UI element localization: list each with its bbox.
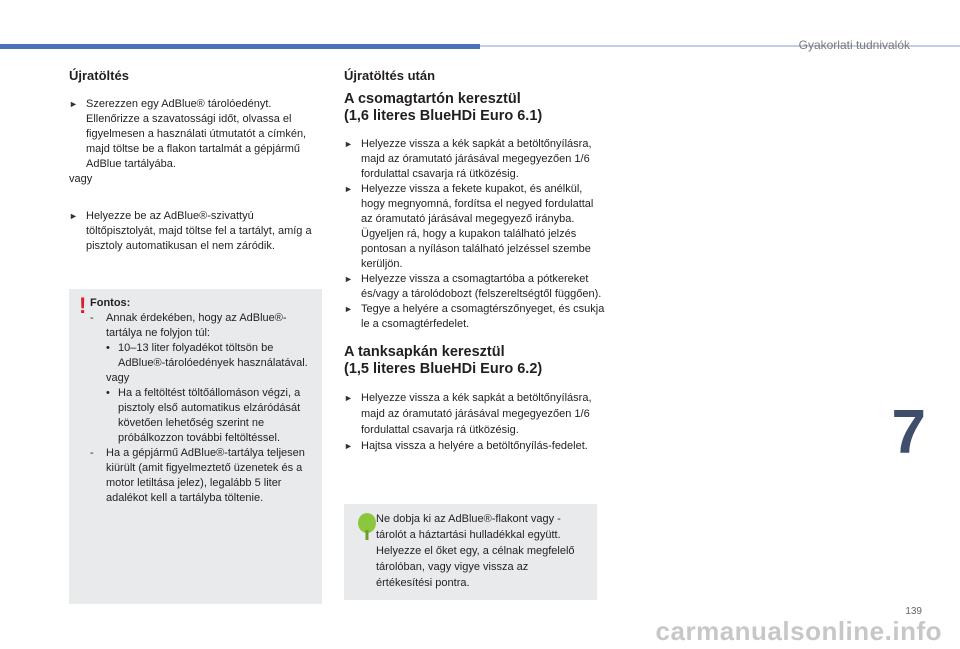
warning-bullet-1-text: 10–13 liter folyadékot töltsön be AdBlue®-tárolóedények használatával.	[118, 342, 308, 369]
section-2-step-text: Helyezze vissza a kék sapkát a betöltőnyílásra, majd az óramutató járásával megegyezően 1/6 fordulattal csavarja rá ütközésig.	[361, 392, 592, 436]
arrow-icon: ►	[344, 274, 353, 284]
warning-bullet-2: • Ha a feltöltést töltőállomáson végzi, a pisztoly első automatikus elzáródását követően lehetőség szerint ne próbálkozzon további feltöltéssel.	[106, 387, 301, 444]
warning-bullet-1: • 10–13 liter folyadékot töltsön be AdBlue®-tárolóedények használatával.	[106, 342, 308, 369]
warning-title: Fontos:	[90, 297, 131, 309]
section-2-title	[344, 344, 606, 378]
chapter-number: 7	[891, 398, 926, 467]
section-1-step-text: Helyezze vissza a fekete kupakot, és anélkül, hogy megnyomná, fordítsa el negyed fordulattal az óramutató járásával megegyező irányba. Ügyeljen rá, hogy a kupakon található jelzés pontosan a nyíláson található jelzéssel szembe kerüljön.	[361, 183, 594, 270]
warning-box	[69, 289, 322, 604]
left-heading: Újratöltés	[69, 68, 129, 83]
arrow-icon: ►	[344, 393, 353, 403]
warning-bullet-2-text: Ha a feltöltést töltőállomáson végzi, a pisztoly első automatikus elzáródását követően lehetőség szerint ne próbálkozzon további feltöltéssel.	[118, 387, 301, 444]
arrow-icon: ►	[344, 184, 353, 194]
section-2-step-text: Hajtsa vissza a helyére a betöltőnyílás-fedelet.	[361, 440, 588, 452]
section-1-step	[344, 182, 606, 272]
watermark: carmanualsonline.info	[655, 616, 942, 646]
arrow-icon: ►	[69, 211, 78, 221]
section-2-title-line-2: (1,5 literes BlueHDi Euro 6.2)	[344, 361, 543, 377]
section-1-title	[344, 91, 606, 125]
section-label: Gyakorlati tudnivalók	[798, 38, 910, 52]
warning-dash-1-text: Annak érdekében, hogy az AdBlue®-tartálya ne folyjon túl:	[106, 312, 287, 339]
page-number: 139	[905, 606, 922, 617]
section-1-step	[344, 137, 606, 182]
arrow-icon: ►	[69, 99, 78, 109]
warning-dash-2-text: Ha a gépjármű AdBlue®-tartálya teljesen kiürült (amit figyelmeztető üzenetek és a motor letiltása jelez), legalább 5 liter adalékot kell a tartályba töltenie.	[106, 447, 305, 504]
section-1-step-text: Helyezze vissza a kék sapkát a betöltőnyílásra, majd az óramutató járásával megegyezően 1/6 fordulattal csavarja rá ütközésig.	[361, 138, 592, 180]
section-2-step	[344, 438, 606, 454]
right-heading: Újratöltés után	[344, 68, 436, 83]
left-or-text: vagy	[69, 173, 93, 185]
eco-note-box	[344, 504, 597, 600]
section-2-step	[344, 390, 606, 438]
left-step-1	[69, 97, 324, 172]
section-1-step	[344, 272, 606, 302]
section-2-title-line-1: A tanksapkán keresztül	[344, 344, 505, 360]
warning-or-text: vagy	[106, 372, 130, 384]
arrow-icon: ►	[344, 304, 353, 314]
left-step-2-text: Helyezze be az AdBlue®-szivattyú töltőpisztolyát, majd töltse fel a tartályt, amíg a pisztoly automatikusan el nem záródik.	[86, 210, 312, 252]
warning-dash-1: - Annak érdekében, hogy az AdBlue®-tartálya ne folyjon túl:	[90, 312, 287, 339]
warning-dash-2: - Ha a gépjármű AdBlue®-tartálya teljesen kiürült (amit figyelmeztető üzenetek és a motor letiltása jelez), legalább 5 liter adalékot kell a tartályba töltenie.	[90, 447, 305, 504]
left-step-2	[69, 209, 324, 254]
left-step-1-text: Szerezzen egy AdBlue® tárolóedényt. Ellenőrizze a szavatossági időt, olvassa el figyelmesen a használati útmutatót a címkén, majd töltse be a flakon tartalmát a gépjármű AdBlue tartályába.	[86, 98, 307, 170]
eco-note-text: Ne dobja ki az AdBlue®-flakont vagy -tárolót a háztartási hulladékkal együtt. Helyezze el őket egy, a célnak megfelelő tárolóban, vagy vigye vissza az értékesítési pontra.	[376, 513, 575, 589]
warning-body	[90, 296, 318, 506]
header-accent-bar	[0, 44, 480, 49]
section-1-step-text: Tegye a helyére a csomagtérszőnyeget, és csukja le a csomagtérfedelet.	[361, 303, 605, 330]
section-1-step	[344, 302, 606, 332]
section-1-title-line-2: (1,6 literes BlueHDi Euro 6.1)	[344, 108, 543, 124]
section-1-step-text: Helyezze vissza a csomagtartóba a pótkereket és/vagy a tárolódobozt (felszereltségtől függően).	[361, 273, 602, 300]
tree-leaf-icon	[356, 512, 378, 542]
left-column	[69, 68, 324, 254]
right-column	[344, 68, 606, 454]
arrow-icon: ►	[344, 441, 353, 451]
arrow-icon: ►	[344, 139, 353, 149]
section-1-title-line-1: A csomagtartón keresztül	[344, 91, 521, 107]
warning-exclamation-icon: !	[79, 293, 87, 318]
